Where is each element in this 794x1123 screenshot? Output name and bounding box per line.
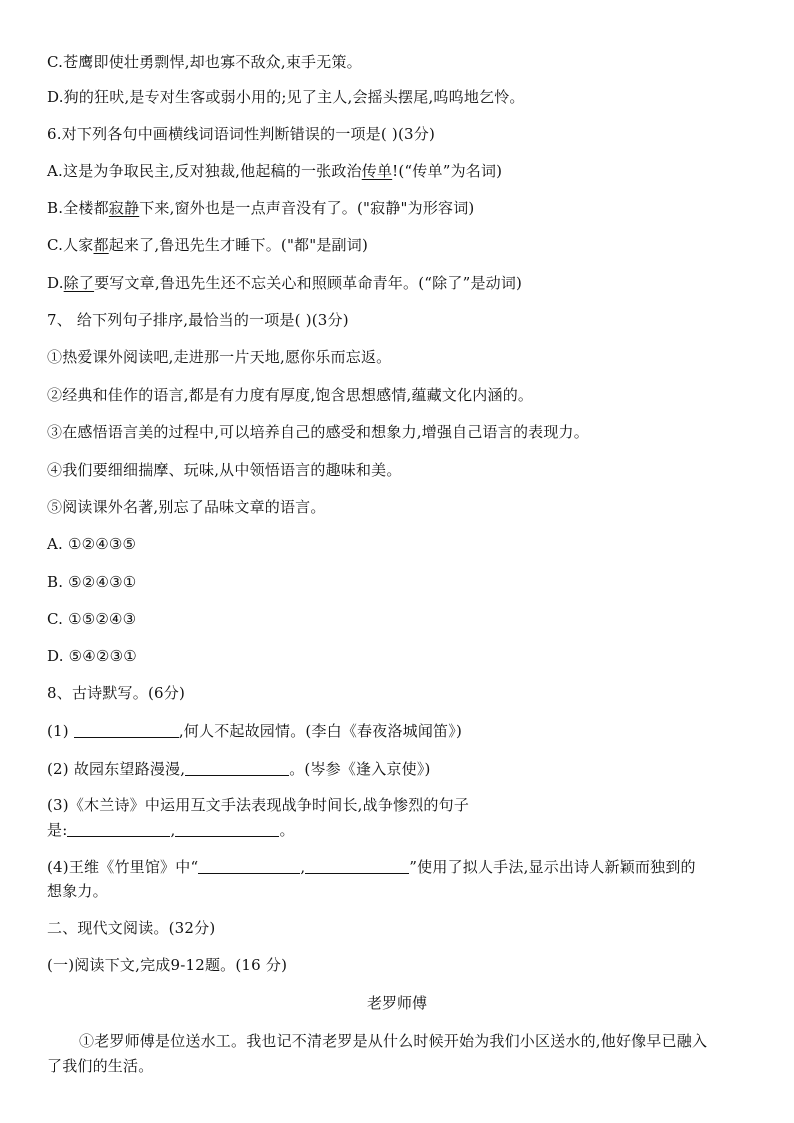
text: 。(岑参《逢入京使》) [289,760,431,778]
q7-sentence-4: ④我们要细细揣摩、玩味,从中领悟语言的趣味和美。 [47,461,402,479]
text: 下来,窗外也是一点声音没有了。("寂静"为形容词) [139,199,475,217]
question-6: 6.对下列各句中画横线词语词性判断错误的一项是( )(3分) [47,125,436,143]
text: 是: [47,821,68,839]
text: !(“传单”为名词) [392,162,503,180]
question-7: 7、 给下列句子排序,最恰当的一项是( )(3分) [47,311,349,329]
q8-item-2 [47,761,431,777]
text: 起来了,鲁迅先生才睡下。("都"是副词) [108,236,368,254]
q8-item-3-answer [47,822,295,838]
q8-item-4 [47,859,696,875]
option-c-line: C.苍鹰即使壮勇剽悍,却也寡不敌众,束手无策。 [47,53,362,71]
text: D. [47,274,64,292]
text: ”使用了拟人手法,显示出诗人新颖而独到的 [409,858,696,876]
text: 要写文章,鲁迅先生还不忘关心和照顾革命青年。(“除了”是动词) [94,274,523,292]
q8-item-3: (3)《木兰诗》中运用互文手法表现战争时间长,战争惨烈的句子 [47,796,470,814]
q7-sentence-1: ①热爱课外阅读吧,走进那一片天地,愿你乐而忘返。 [47,348,392,366]
q7-option-c: C. ①⑤②④③ [47,610,137,628]
passage-paragraph-1: ①老罗师傅是位送水工。我也记不清老罗是从什么时候开始为我们小区送水的,他好像早已融入 [79,1032,708,1050]
text: , [300,858,306,876]
text: B.全楼都 [47,199,109,217]
answer-blank[interactable] [175,822,279,837]
question-8: 8、古诗默写。(6分) [47,684,185,702]
answer-blank[interactable] [74,723,179,738]
passage-title: 老罗师傅 [366,994,427,1012]
underlined-word: 都 [93,236,109,254]
q6-option-a [47,164,502,179]
answer-blank[interactable] [67,822,170,837]
answer-blank[interactable] [198,859,300,874]
answer-blank[interactable] [305,859,409,874]
subsection-1-heading: (一)阅读下文,完成9-12题。(16 分) [47,956,288,974]
q6-option-b [47,201,474,216]
q8-item-4-cont: 想象力。 [47,882,108,900]
text: (1) [47,722,74,740]
text: C.人家 [47,236,94,254]
text: ,何人不起故园情。(李白《春夜洛城闻笛》) [178,722,463,740]
underlined-word: 传单 [361,162,393,180]
q7-sentence-5: ⑤阅读课外名著,别忘了品味文章的语言。 [47,498,326,516]
q7-option-b: B. ⑤②④③① [47,573,137,591]
q7-sentence-2: ②经典和佳作的语言,都是有力度有厚度,饱含思想感情,蕴藏文化内涵的。 [47,386,534,404]
q7-sentence-3: ③在感悟语言美的过程中,可以培养自己的感受和想象力,增强自己语言的表现力。 [47,423,589,441]
text: (2) 故园东望路漫漫, [47,760,186,778]
text: 。 [279,821,295,839]
underlined-word: 除了 [63,274,95,292]
q7-option-d: D. ⑤④②③① [47,647,137,665]
passage-paragraph-1-cont: 了我们的生活。 [47,1057,154,1075]
section-2-heading: 二、现代文阅读。(32分) [47,919,216,937]
q8-item-1 [47,723,462,739]
q6-option-d [47,276,522,291]
q6-option-c [47,238,368,253]
text: A.这是为争取民主,反对独裁,他起稿的一张政治 [47,162,362,180]
text: , [170,821,176,839]
text: (4)王维《竹里馆》中“ [47,858,199,876]
answer-blank[interactable] [185,761,289,776]
option-d-line: D.狗的狂吠,是专对生客或弱小用的;见了主人,会摇头摆尾,呜呜地乞怜。 [47,88,525,106]
underlined-word: 寂静 [108,199,140,217]
q7-option-a: A. ①②④③⑤ [47,535,137,553]
